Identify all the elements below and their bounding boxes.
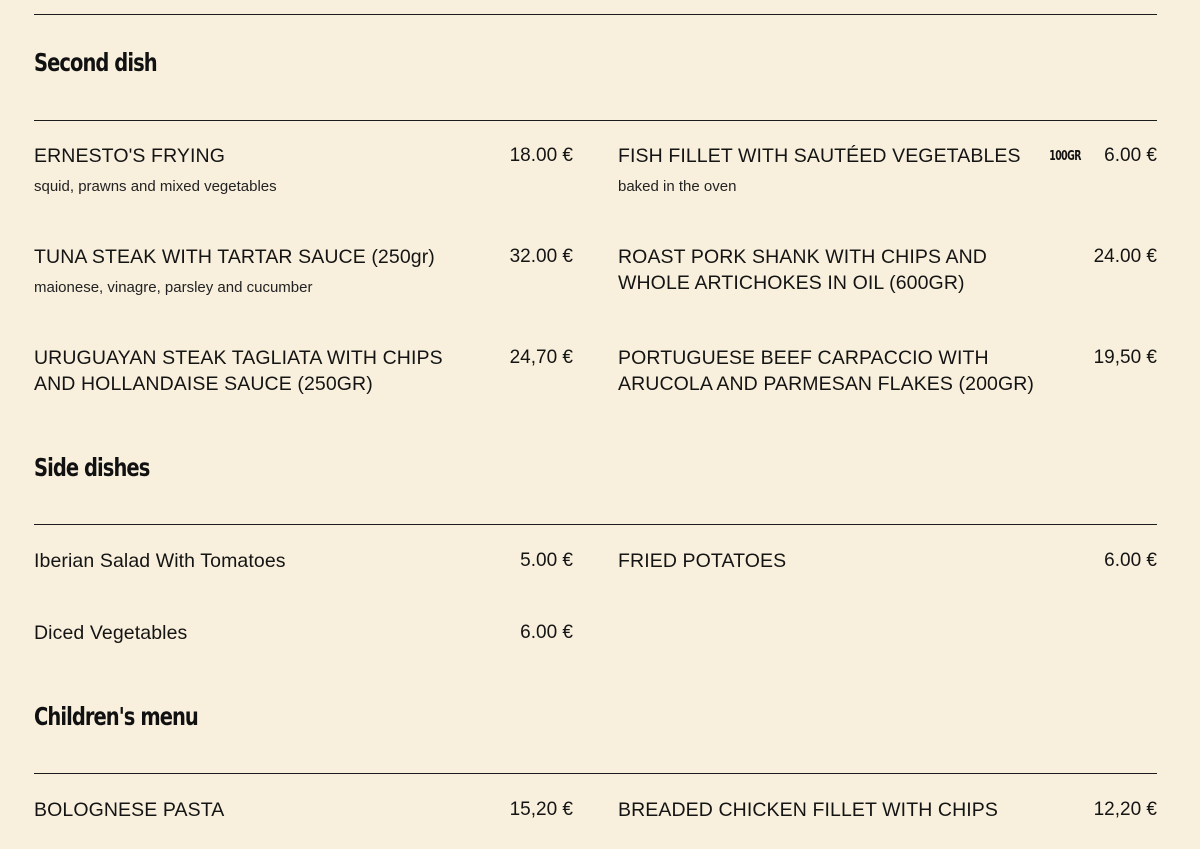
item-price: 5.00 € bbox=[520, 550, 573, 571]
menu-item-breaded-chicken-fillet bbox=[618, 797, 1157, 823]
divider bbox=[34, 120, 1157, 121]
menu-item-diced-vegetables bbox=[34, 620, 573, 646]
item-name: BREADED CHICKEN FILLET WITH CHIPS bbox=[618, 799, 998, 821]
item-price: 6.00 € bbox=[1104, 550, 1157, 571]
item-name: FISH FILLET WITH SAUTÉED VEGETABLES bbox=[618, 145, 1021, 167]
item-price: 24.00 € bbox=[1093, 246, 1157, 267]
item-price: 6.00 € bbox=[520, 622, 573, 643]
item-price: 19,50 € bbox=[1093, 347, 1157, 368]
section-title-second-dish: Second dish bbox=[34, 48, 157, 77]
menu-item-iberian-salad bbox=[34, 548, 573, 574]
section-title-childrens-menu: Children's menu bbox=[34, 702, 198, 731]
menu-item-tuna-steak bbox=[34, 244, 573, 298]
item-name: BOLOGNESE PASTA bbox=[34, 799, 225, 821]
item-price: 32.00 € bbox=[509, 246, 573, 267]
item-price: 24,70 € bbox=[509, 347, 573, 368]
item-name: Iberian Salad With Tomatoes bbox=[34, 550, 286, 572]
item-price: 6.00 € bbox=[1104, 145, 1157, 166]
item-price: 18.00 € bbox=[509, 145, 573, 166]
divider bbox=[34, 14, 1157, 15]
item-name: PORTUGUESE BEEF CARPACCIO WITH ARUCOLA AND PARMESAN FLAKES (200GR) bbox=[618, 347, 1035, 395]
item-name: TUNA STEAK WITH TARTAR SAUCE (250gr) bbox=[34, 246, 435, 268]
menu-item-bolognese-pasta bbox=[34, 797, 573, 823]
item-name: Diced Vegetables bbox=[34, 622, 188, 644]
section-title-side-dishes: Side dishes bbox=[34, 453, 150, 482]
item-name: ERNESTO'S FRYING bbox=[34, 145, 225, 167]
item-name: URUGUAYAN STEAK TAGLIATA WITH CHIPS AND HOLLANDAISE SAUCE (250GR) bbox=[34, 347, 443, 395]
divider bbox=[34, 773, 1157, 774]
divider bbox=[34, 524, 1157, 525]
menu-item-fried-potatoes bbox=[618, 548, 1157, 574]
weight-tag: 100GR bbox=[1049, 149, 1081, 164]
menu-item-portuguese-beef-carpaccio bbox=[618, 345, 1157, 397]
menu-item-uruguayan-steak bbox=[34, 345, 573, 397]
menu-item-roast-pork-shank bbox=[618, 244, 1157, 296]
item-description: maionese, vinagre, parsley and cucumber bbox=[34, 279, 313, 296]
menu-page bbox=[34, 0, 1157, 849]
item-price: 12,20 € bbox=[1093, 799, 1157, 820]
item-name: ROAST PORK SHANK WITH CHIPS AND WHOLE ARTICHOKES IN OIL (600GR) bbox=[618, 246, 987, 294]
item-description: baked in the oven bbox=[618, 178, 737, 195]
menu-item-fish-fillet bbox=[618, 143, 1157, 197]
item-name: FRIED POTATOES bbox=[618, 550, 787, 572]
menu-item-ernestos-frying bbox=[34, 143, 573, 197]
item-price: 15,20 € bbox=[509, 799, 573, 820]
item-description: squid, prawns and mixed vegetables bbox=[34, 178, 277, 195]
